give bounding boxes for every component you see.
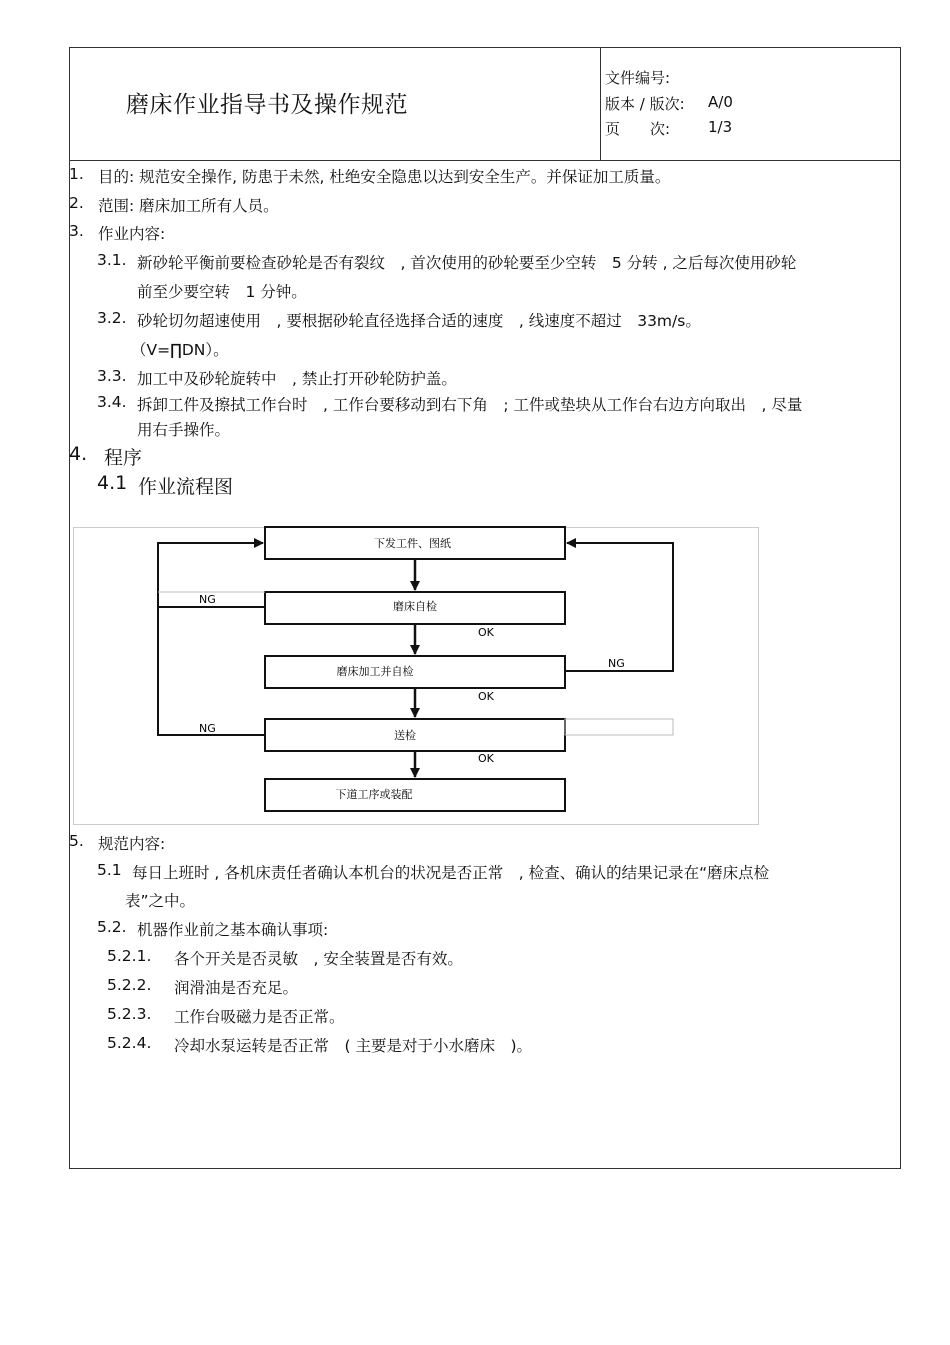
flow-ng-2: NG: [608, 657, 625, 670]
item-5-1-number: 5.1: [97, 861, 122, 879]
item-3-3-number: 3.3.: [97, 367, 127, 385]
section-3-text: 作业内容:: [98, 225, 166, 243]
section-4-number: 4.: [69, 443, 88, 465]
item-5-2-2-number: 5.2.2.: [107, 976, 152, 994]
page-value: 1/3: [708, 118, 733, 136]
flow-ok-3: OK: [478, 752, 494, 765]
file-number-label: 文件编号:: [605, 69, 671, 87]
flow-label-1: 下发工件、图纸: [374, 537, 451, 550]
item-3-2-line2: （V=∏DN）。: [131, 341, 229, 359]
item-5-2-4-number: 5.2.4.: [107, 1034, 152, 1052]
item-5-1: [97, 861, 770, 882]
item-3-3-text: 加工中及砂轮旋转中 , 禁止打开砂轮防护盖。: [137, 370, 457, 388]
item-3-2-line1: 砂轮切勿超速使用 , 要根据砂轮直径选择合适的速度 , 线速度不超过 33m/s。: [137, 312, 701, 330]
item-5-2-text: 机器作业前之基本确认事项:: [137, 921, 329, 939]
section-4-text: 程序: [104, 447, 143, 469]
item-5-2-4-text: 冷却水泵运转是否正常 ( 主要是对于小水磨床 )。: [174, 1037, 533, 1055]
section-5-number: 5.: [69, 832, 84, 850]
item-3-4-line1: 拆卸工件及擦拭工作台时 , 工作台要移动到右下角 ; 工件或垫块从工作台右边方向取出 , 尽量: [137, 396, 803, 414]
item-5-2-number: 5.2.: [97, 918, 127, 936]
item-3-1-line1: 新砂轮平衡前要检查砂轮是否有裂纹 , 首次使用的砂轮要至少空转 5 分转 , 之后每次使用砂轮: [137, 254, 797, 272]
item-5-1-line2: 表”之中。: [125, 892, 196, 910]
section-1-number: 1.: [69, 165, 84, 183]
item-5-2-3-number: 5.2.3.: [107, 1005, 152, 1023]
version-value: A/0: [708, 93, 733, 111]
item-5-2-1: [107, 947, 463, 968]
section-5-text: 规范内容:: [98, 835, 166, 853]
flow-label-5: 下道工序或装配: [335, 788, 413, 801]
flow-ok-1: OK: [478, 626, 494, 639]
flow-box-next: [265, 779, 565, 811]
item-5-2-2-text: 润滑油是否充足。: [174, 979, 299, 997]
item-5-2-1-number: 5.2.1.: [107, 947, 152, 965]
item-5-2-1-text: 各个开关是否灵敏 , 安全装置是否有效。: [174, 950, 463, 968]
item-3-1-line2: 前至少要空转 1 分钟。: [137, 283, 307, 301]
page-label: 页 次:: [605, 120, 671, 138]
flow-loop-left: [158, 543, 265, 735]
flow-ng-3: NG: [199, 722, 216, 735]
item-3-1-number: 3.1.: [97, 251, 127, 269]
flow-loop-right: [565, 543, 673, 671]
item-5-2-3: [107, 1005, 345, 1026]
flow-box-process: [265, 656, 565, 688]
flow-label-3: 磨床加工并自检: [336, 665, 414, 678]
version-label: 版本 / 版次:: [605, 95, 685, 113]
item-3-2-number: 3.2.: [97, 309, 127, 327]
item-5-2-4: [107, 1034, 533, 1055]
section-2-number: 2.: [69, 194, 84, 212]
section-5: [69, 832, 166, 853]
item-5-2-3-text: 工作台吸磁力是否正常。: [174, 1008, 345, 1026]
flow-ok-2: OK: [478, 690, 494, 703]
flow-label-2: 磨床自检: [393, 600, 437, 613]
item-5-1-line1: 每日上班时 , 各机床责任者确认本机台的状况是否正常 , 检查、确认的结果记录在“磨床点检: [132, 864, 770, 882]
section-4-1-number: 4.1: [97, 472, 128, 494]
flow-ng-1: NG: [199, 593, 216, 606]
flow-label-4: 送检: [394, 729, 416, 742]
item-5-2-2: [107, 976, 299, 997]
section-3-number: 3.: [69, 222, 84, 240]
section-2-text: 范围: 磨床加工所有人员。: [98, 197, 279, 215]
flow-side-box: [565, 719, 673, 735]
section-4-1-text: 作业流程图: [138, 476, 234, 498]
item-3-4-line2: 用右手操作。: [137, 421, 231, 439]
section-1-text: 目的: 规范安全操作, 防患于未然, 杜绝安全隐患以达到安全生产。并保证加工质量。: [98, 168, 671, 186]
item-5-2: [97, 918, 329, 939]
item-3-4-number: 3.4.: [97, 393, 127, 411]
document-title: 磨床作业指导书及操作规范: [126, 92, 408, 118]
